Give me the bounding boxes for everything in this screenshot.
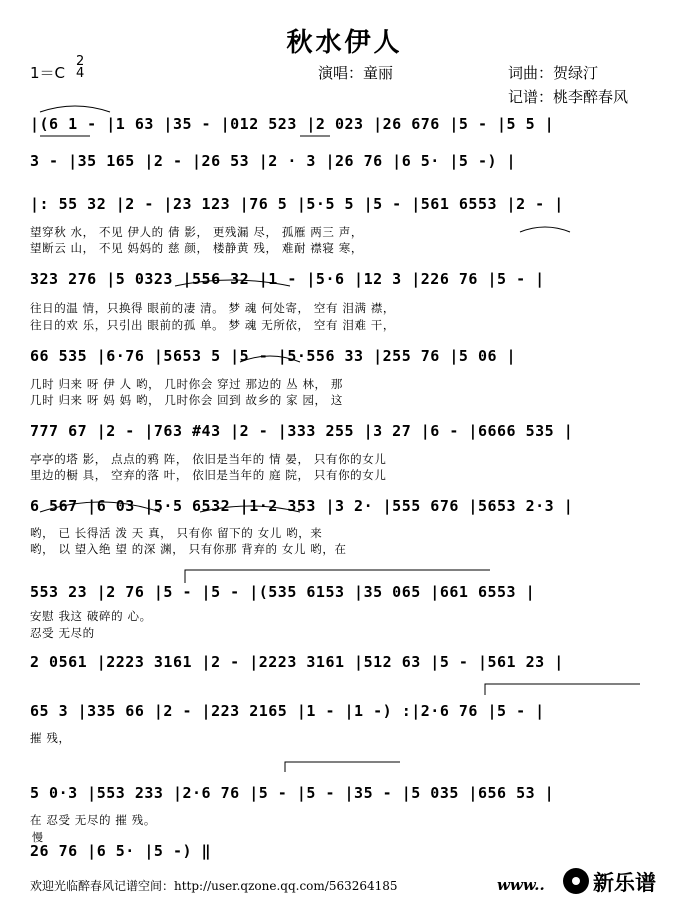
score-row-3: |: 55 32 |2 - |23 123 |76 5 |5·5 5 |5 - |561 6553 |2 - |: [30, 195, 564, 213]
tempo-mark: 慢: [32, 831, 43, 844]
lyric-row-4-verse-1: 往日的温 情，只换得 眼前的凄 清。 梦 魂 何处寄， 空有 泪满 襟，: [30, 301, 395, 315]
score-row-11: 5 0·3 |553 233 |2·6 76 |5 - |5 - |35 - |5 035 |656 53 |: [30, 784, 555, 802]
score-row-1: |(6 1 - |1 63 |35 - |012 523 |2 023 |26 676 |5 - |5 5 |: [30, 115, 555, 133]
time-signature-bottom: 4: [76, 66, 85, 81]
lyric-row-7-verse-2: 哟， 以 望入绝 望 的深 渊， 只有你那 背弃的 女儿 哟，在: [30, 542, 347, 556]
slur: [240, 356, 300, 362]
lyric-row-7-verse-1: 哟， 已 长得活 泼 天 真， 只有你 留下的 女儿 哟，来: [30, 526, 323, 540]
score-row-7: 6 567 |6 03 |5·5 6532 |1·2 353 |3 2· |555 676 |5653 2·3 |: [30, 497, 574, 515]
lyric-row-3-verse-1: 望穿秋 水， 不见 伊人的 倩 影， 更残漏 尽， 孤雁 两三 声，: [30, 225, 363, 239]
score-row-2: 3 - |35 165 |2 - |26 53 |2 · 3 |26 76 |6 5· |5 -) |: [30, 152, 517, 170]
lyric-row-8-verse-1: 安慰 我这 破碎的 心。: [30, 609, 152, 623]
score-row-6: 777 67 |2 - |763 #43 |2 - |333 255 |3 27 |6 - |6666 535 |: [30, 422, 574, 440]
lyric-row-6-verse-1: 亭亭的塔 影， 点点的鸦 阵， 依旧是当年的 情 晏， 只有你的女儿: [30, 452, 387, 466]
volta-bracket: [485, 684, 640, 695]
lyric-row-10: 摧 残，: [30, 731, 71, 745]
lyric-row-5-verse-2: 几时 归来 呀 妈 妈 哟， 几时你会 回到 故乡的 家 园， 这: [30, 393, 344, 407]
logo-text: 新乐谱: [593, 871, 656, 895]
singer: 演唱：童丽: [318, 64, 394, 82]
lyric-row-3-verse-2: 望断云 山， 不见 妈妈的 慈 颜， 楼静黄 残， 难耐 襟寝 寒，: [30, 241, 363, 255]
slur: [40, 106, 110, 112]
slur: [40, 502, 160, 512]
slur: [175, 280, 290, 286]
lyric-row-4-verse-2: 往日的欢 乐，只引出 眼前的孤 单。 梦 魂 无所依， 空有 泪难 干，: [30, 318, 395, 332]
lyric-row-5-verse-1: 几时 归来 呀 伊 人 哟， 几时你会 穿过 那边的 丛 林， 那: [30, 377, 344, 391]
score-row-5: 66 535 |6·76 |5653 5 |5 - |5·556 33 |255 76 |5 06 |: [30, 347, 517, 365]
footer-text: 欢迎光临醉春风记谱空间：http://user.qzone.qq.com/563264185: [30, 879, 398, 893]
score-row-9: 2 0561 |2223 3161 |2 - |2223 3161 |512 63 |5 - |561 23 |: [30, 653, 564, 671]
score-row-8: 553 23 |2 76 |5 - |5 - |(535 6153 |35 065 |661 6553 |: [30, 583, 536, 601]
key-signature: 1＝C: [30, 64, 66, 82]
slur: [200, 506, 300, 512]
transcriber: 记谱：桃李醉春风: [508, 88, 629, 106]
score-row-4: 323 276 |5 0323 |556 32 |1 - |5·6 |12 3 |226 76 |5 - |: [30, 270, 545, 288]
lyric-row-6-verse-2: 里边的橱 具， 空弃的落 叶， 依旧是当年的 庭 院， 只有你的女儿: [30, 468, 387, 482]
footer-www: www..: [497, 876, 545, 894]
composer: 词曲：贺绿汀: [508, 64, 599, 82]
volta-bracket: [285, 762, 400, 772]
score-row-12: 26 76 |6 5· |5 -) ‖: [30, 842, 212, 860]
lyric-row-8-verse-2: 忍受 无尽的: [30, 626, 95, 640]
page-title: 秋水伊人: [286, 28, 403, 58]
disc-icon: [563, 868, 589, 894]
repeat-bracket: [185, 570, 490, 583]
lyric-row-11: 在 忍受 无尽的 摧 残。: [30, 813, 156, 827]
score-row-10: 65 3 |335 66 |2 - |223 2165 |1 - |1 -) :|2·6 76 |5 - |: [30, 702, 545, 720]
time-signature-top: 2: [76, 54, 85, 69]
site-logo[interactable]: [563, 866, 683, 898]
slur: [520, 227, 570, 232]
